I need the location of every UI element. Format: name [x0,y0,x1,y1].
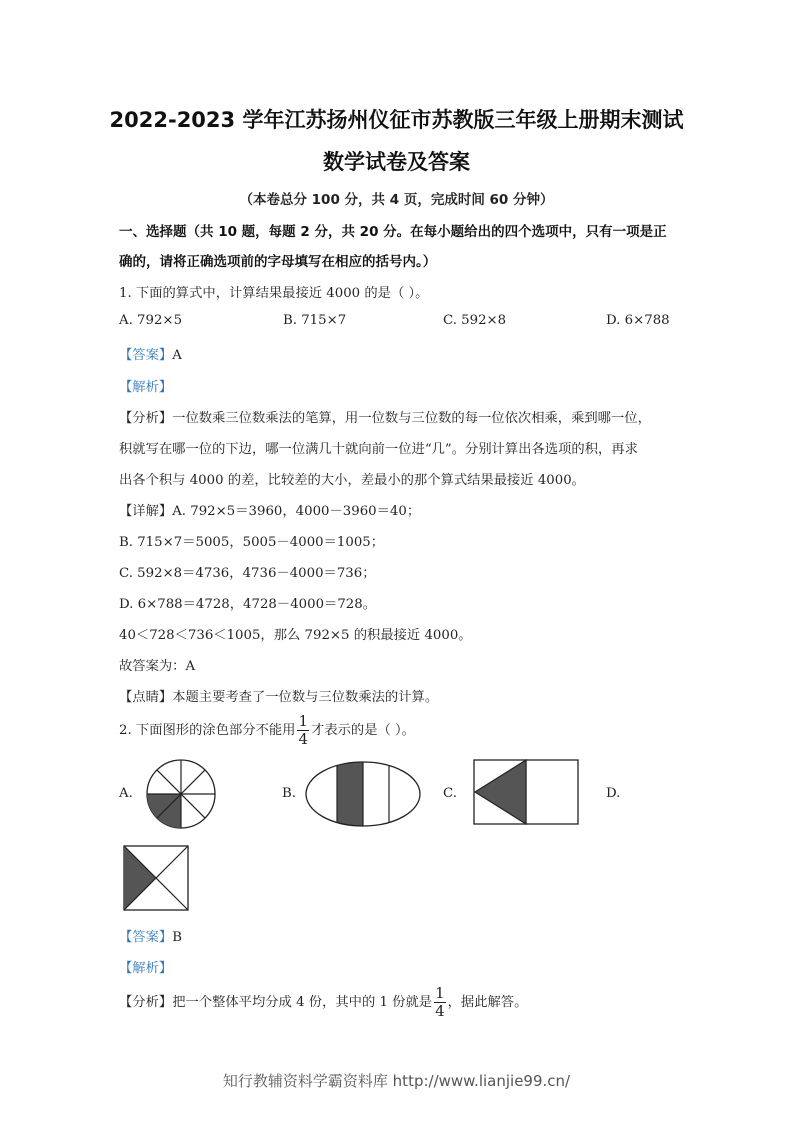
q2-option-b-label: B. [282,786,296,801]
q1-answer-line [119,344,182,363]
fraction-numerator: 1 [298,712,309,730]
q1-xiangjie-line4: D. 6×788＝4728，4728－4000＝728。 [119,597,377,612]
q2-fenxi-fraction [434,986,446,1019]
q1-fenxi-line2: 积就写在哪一位的下边，哪一位满几十就向前一位进“几”。分别计算出各选项的积，再求 [119,442,638,457]
xiangjie-text: A. 792×5＝3960，4000－3960＝40； [172,504,421,519]
q1-dianjing-line [119,686,438,705]
fenxi-tag: 【分析】 [119,995,173,1010]
q1-option-c: C. 592×8 [443,313,507,328]
q2-fraction [297,714,309,747]
q1-answer: A [172,348,182,363]
q1-option-b: B. 715×7 [283,313,347,328]
fraction-numerator: 1 [435,984,445,1002]
section-heading-line1: 一、选择题（共 10 题，每题 2 分，共 20 分。在每小题给出的四个选项中，只有一项是正 [119,224,667,240]
q1-stem: 1. 下面的算式中，计算结果最接近 4000 的是（ ）。 [119,286,429,301]
q2-answer-line [119,926,182,945]
q1-xiangjie-line1 [119,500,420,519]
q2-fenxi-after: ，据此解答。 [447,995,528,1010]
q1-fenxi-line3: 出各个积与 4000 的差，比较差的大小，差最小的那个算式结果最接近 4000。 [119,473,585,488]
footer-watermark: 知行教辅资料学霸资料库 http://www.lianjie99.cn/ [222,1072,571,1090]
section-heading-line2: 确的，请将正确选项前的字母填写在相应的括号内。） [119,254,437,270]
dianjing-text: 本题主要考查了一位数与三位数乘法的计算。 [172,690,439,705]
q1-final-answer: 故答案为：A [119,659,196,674]
q1-option-d: D. 6×788 [606,313,670,328]
q2-stem-before: 2. 下面图形的涂色部分不能用 [119,723,296,738]
page-title-line1: 2022-2023 学年江苏扬州仪征市苏教版三年级上册期末测试 [109,108,684,132]
q2-analysis-tag: 【解析】 [119,961,173,976]
fenxi-tag: 【分析】 [119,411,173,426]
q1-xiangjie-line5: 40＜728＜736＜1005，那么 792×5 的积最接近 4000。 [119,628,472,643]
q2-fenxi-line [119,986,527,1019]
q2-option-d-square-figure [122,844,190,912]
q2-fenxi-before: 把一个整体平均分成 4 份，其中的 1 份就是 [172,995,433,1010]
answer-tag: 【答案】 [119,930,173,945]
q2-stem-after: 才表示的是（ ）。 [311,723,415,738]
page-subtitle: （本卷总分 100 分，共 4 页，完成时间 60 分钟） [239,192,554,208]
q2-option-c-label: C. [443,786,457,801]
q2-option-a-label: A. [119,786,133,801]
answer-tag: 【答案】 [119,348,173,363]
q1-option-a: A. 792×5 [119,313,183,328]
q1-xiangjie-line2: B. 715×7＝5005，5005－4000＝1005； [119,535,385,550]
page-title-line2: 数学试卷及答案 [323,150,470,174]
q1-fenxi-line1 [119,407,651,426]
fraction-denominator: 4 [298,730,309,748]
fenxi-text: 一位数乘三位数乘法的笔算，用一位数与三位数的每一位依次相乘，乘到哪一位， [172,411,651,426]
xiangjie-tag: 【详解】 [119,504,173,519]
q2-option-c-rectangle-figure [472,758,580,826]
q2-option-a-circle-figure [143,758,219,830]
q2-option-d-label: D. [606,786,621,801]
q2-answer: B [172,930,182,945]
dianjing-tag: 【点睛】 [119,690,173,705]
q1-xiangjie-line3: C. 592×8＝4736，4736－4000＝736； [119,566,376,581]
q1-analysis-tag: 【解析】 [119,380,173,395]
q2-option-b-ellipse-figure [303,760,423,828]
fraction-denominator: 4 [435,1002,445,1020]
q2-stem [119,714,415,747]
